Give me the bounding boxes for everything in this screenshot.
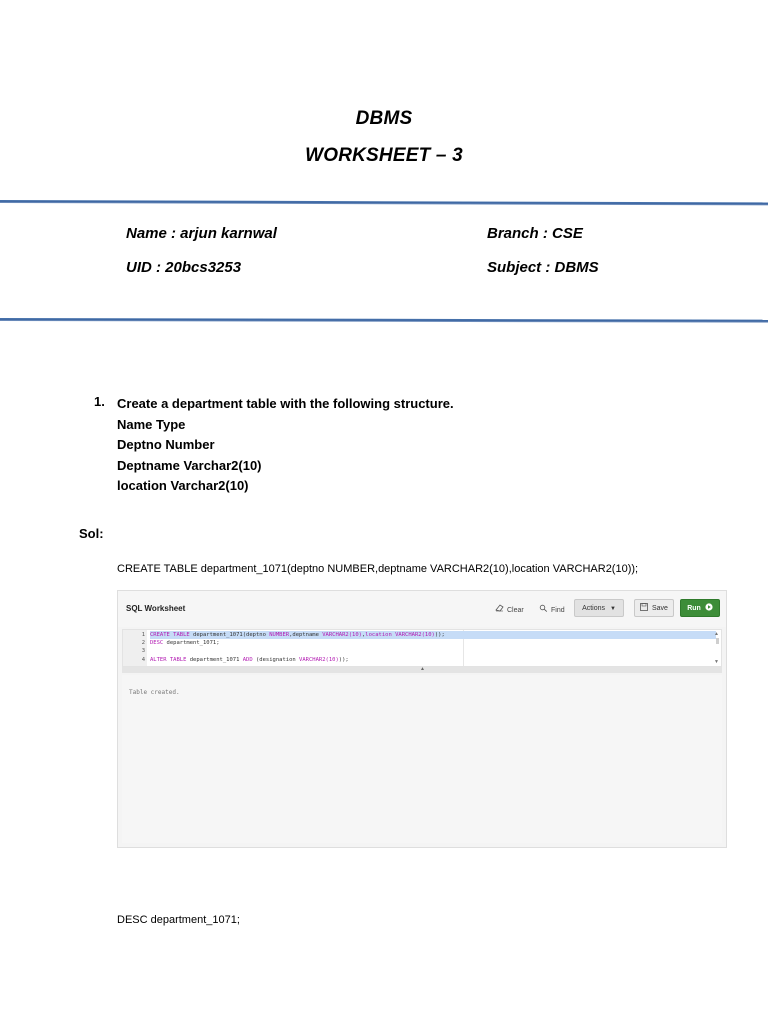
keyword: ADD [242, 657, 253, 663]
keyword: VARCHAR2(10) [322, 632, 362, 638]
code-line-1 [150, 631, 716, 639]
run-label: Run [687, 605, 701, 612]
actions-label: Actions [582, 605, 606, 612]
find-label: Find [551, 607, 565, 614]
run-button[interactable] [680, 599, 720, 617]
chevron-down-icon: ▼ [609, 606, 616, 612]
question-line: Name Type [117, 416, 186, 432]
student-uid: UID : 20bcs3253 [126, 259, 242, 276]
code-text: department_1071 [186, 657, 243, 663]
eraser-icon [495, 604, 504, 614]
question-line: Create a department table with the following structure. [117, 396, 454, 411]
document-subtitle: WORKSHEET – 3 [305, 145, 463, 166]
keyword: ALTER TABLE [150, 657, 187, 663]
keyword: DESC [150, 640, 164, 646]
actions-dropdown[interactable] [574, 599, 624, 617]
scroll-up-icon[interactable]: ▲ [714, 631, 719, 637]
save-button[interactable] [634, 599, 674, 617]
save-label: Save [651, 605, 668, 612]
collapse-up-icon[interactable]: ▲ [420, 666, 425, 672]
document-title: DBMS [355, 108, 413, 129]
code-editor[interactable] [122, 629, 722, 667]
code-text: )); [434, 632, 445, 638]
clear-label: Clear [507, 607, 524, 614]
question-text [117, 394, 454, 497]
solution-sql: CREATE TABLE department_1071(deptno NUMBER,deptname VARCHAR2(10),location VARCHAR2(10)); [117, 563, 639, 575]
question-number: 1. [94, 394, 105, 409]
student-branch: Branch : CSE [487, 225, 583, 242]
worksheet-toolbar [118, 591, 726, 627]
code-text: , [361, 632, 366, 638]
clear-button[interactable] [495, 604, 524, 614]
pane-splitter[interactable] [122, 667, 722, 673]
top-divider [0, 200, 768, 205]
line-gutter [123, 630, 147, 666]
question-line: Deptname Varchar2(10) [117, 457, 262, 473]
save-icon [640, 605, 652, 612]
keyword: NUMBER [269, 632, 290, 638]
output-message: Table created. [129, 689, 180, 696]
keyword: VARCHAR2(10) [299, 657, 339, 663]
question-line: Deptno Number [117, 437, 215, 452]
sql-worksheet-screenshot [117, 590, 727, 848]
output-pane [122, 675, 722, 843]
worksheet-title: SQL Worksheet [126, 604, 186, 613]
bottom-divider [0, 318, 768, 323]
line-number: 2 [141, 640, 145, 646]
student-subject: Subject : DBMS [487, 259, 599, 276]
code-line-2 [150, 639, 220, 647]
code-text: )); [338, 657, 349, 663]
find-button[interactable] [539, 604, 565, 614]
code-text: department_1071; [163, 640, 220, 646]
line-number: 1 [141, 632, 145, 638]
keyword: location [365, 632, 392, 638]
question-line: location Varchar2(10) [117, 478, 249, 493]
line-number: 3 [141, 648, 145, 654]
student-name: Name : arjun karnwal [126, 225, 277, 242]
desc-statement: DESC department_1071; [117, 914, 240, 926]
scroll-down-icon[interactable]: ▼ [714, 659, 719, 665]
keyword: VARCHAR2(10) [395, 632, 435, 638]
editor-scrollbar[interactable] [716, 638, 719, 644]
code-text: (designation [252, 657, 300, 663]
search-icon [539, 604, 548, 614]
keyword: CREATE TABLE [150, 632, 190, 638]
code-text: ,deptname [289, 632, 323, 638]
solution-label: Sol: [79, 526, 104, 541]
line-number: 4 [141, 657, 145, 663]
code-line-4 [150, 656, 349, 664]
code-text: department_1071(deptno [189, 632, 270, 638]
play-icon [703, 605, 713, 612]
